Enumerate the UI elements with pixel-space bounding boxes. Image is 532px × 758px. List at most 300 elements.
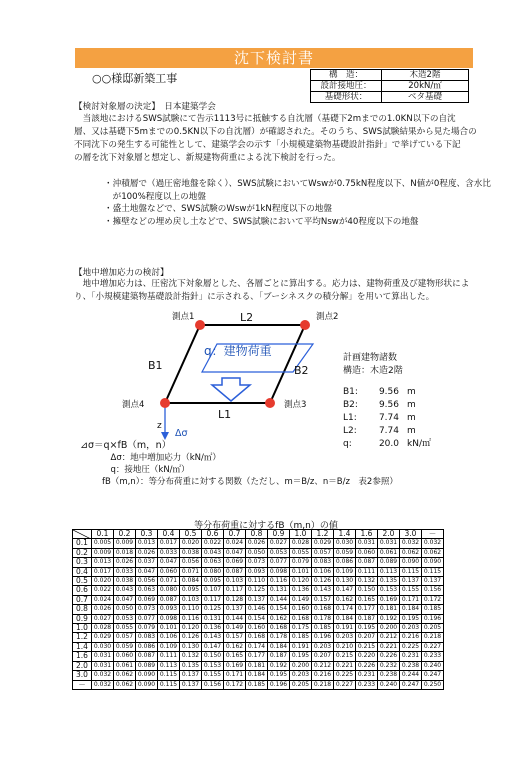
table-cell: 0.225	[334, 671, 356, 680]
table-cell: 0.126	[180, 633, 202, 642]
table-cell: 0.181	[246, 661, 268, 670]
table-cell: 0.047	[224, 548, 246, 557]
table-cell: 0.226	[378, 652, 400, 661]
table-cell: 0.053	[114, 614, 136, 623]
table-cell: 0.162	[334, 595, 356, 604]
table-cell: 0.137	[180, 671, 202, 680]
table-cell: 0.212	[312, 661, 334, 670]
table-cell: 0.115	[158, 671, 180, 680]
plan-dim-value: 20.0	[378, 439, 399, 449]
table-cell: 0.116	[268, 577, 290, 586]
table-row	[73, 642, 444, 651]
table-cell: 0.009	[114, 539, 136, 548]
table-row	[73, 671, 444, 680]
row-header: 2.0	[73, 661, 92, 670]
table-cell: 0.031	[92, 661, 114, 670]
table-cell: 0.231	[400, 652, 422, 661]
plan-dim-row	[343, 386, 431, 399]
table-body	[73, 539, 444, 690]
table-cell: 0.077	[136, 614, 158, 623]
table-cell: 0.106	[312, 567, 334, 576]
table-cell: 0.026	[114, 558, 136, 567]
table-cell: 0.125	[246, 586, 268, 595]
row-header: 0.3	[73, 558, 92, 567]
table-cell: 0.026	[136, 548, 158, 557]
plan-dim-key: L2:	[343, 426, 357, 436]
list-item: ・擁壁などの埋め戻し土などで、SWS試験において平均Nswが40程度以下の地盤	[104, 216, 419, 227]
point-3-marker	[265, 398, 275, 408]
table-cell: 0.196	[422, 614, 444, 623]
table-cell: 0.184	[334, 614, 356, 623]
row-header: 1.4	[73, 642, 92, 651]
load-label: q：建物荷重	[204, 344, 272, 358]
table-cell: 0.203	[400, 624, 422, 633]
table-cell: 0.207	[356, 633, 378, 642]
table-cell: 0.080	[202, 567, 224, 576]
table-cell: 0.073	[246, 558, 268, 567]
table-cell: 0.200	[290, 661, 312, 670]
table-cell: 0.177	[356, 605, 378, 614]
table-cell: 0.084	[180, 577, 202, 586]
plan-dim-row	[343, 425, 431, 438]
table-cell: 0.005	[92, 539, 114, 548]
formula-def: Δσ：地中増加応力（kN/㎡）	[102, 453, 221, 463]
table-cell: 0.061	[114, 661, 136, 670]
row-header: 0.9	[73, 614, 92, 623]
column-header: 0.8	[246, 530, 268, 539]
table-cell: 0.117	[202, 595, 224, 604]
table-cell: 0.032	[92, 671, 114, 680]
table-cell: 0.187	[268, 652, 290, 661]
table-cell: 0.240	[422, 661, 444, 670]
table-cell: 0.203	[334, 633, 356, 642]
table-cell: 0.184	[268, 642, 290, 651]
table-cell: 0.136	[202, 624, 224, 633]
paragraph-line: 当該地におけるSWS試験にて告示1113号に抵触する自沈層（基礎下2mまでの1.0KN以下の自沈	[74, 114, 456, 124]
row-header: 1.6	[73, 652, 92, 661]
table-cell: 0.250	[422, 680, 444, 689]
column-header: 0.9	[268, 530, 290, 539]
table-cell: 0.168	[290, 614, 312, 623]
table-cell: 0.157	[224, 633, 246, 642]
table-cell: 0.095	[202, 577, 224, 586]
table-cell: 0.106	[158, 633, 180, 642]
plan-dim-unit: m	[407, 413, 416, 423]
table-cell: 0.154	[268, 605, 290, 614]
table-cell: 0.162	[268, 614, 290, 623]
table-cell: 0.024	[92, 595, 114, 604]
table-cell: 0.172	[422, 595, 444, 604]
formula-def: fB（m,n）：等分布荷重に対する関数（ただし、m＝B/z、n＝B/z 表2参照）	[102, 477, 398, 487]
table-cell: 0.038	[180, 548, 202, 557]
table-cell: 0.029	[92, 633, 114, 642]
list-item: ・沖積層で（過圧密地盤を除く）、SWS試験においてWswが0.75kN程度以下、N値が0程度、含水比	[104, 179, 491, 189]
table-cell: 0.028	[92, 624, 114, 633]
table-cell: 0.147	[202, 642, 224, 651]
table-cell: 0.018	[114, 548, 136, 557]
spec-value: 木造2階	[382, 70, 469, 81]
table-cell: 0.031	[378, 539, 400, 548]
table-cell: 0.098	[268, 567, 290, 576]
table-cell: 0.144	[268, 595, 290, 604]
project-name: ○○様邸新築工事	[92, 72, 178, 85]
table-cell: 0.192	[268, 661, 290, 670]
table-cell: 0.210	[334, 642, 356, 651]
fb-table	[72, 529, 444, 690]
table-row	[73, 539, 444, 548]
plan-dim-key: L1:	[343, 413, 357, 423]
row-header: 0.2	[73, 548, 92, 557]
column-header: 3.0	[400, 530, 422, 539]
row-header: 3.0	[73, 671, 92, 680]
table-cell: 0.033	[114, 567, 136, 576]
table-cell: 0.013	[136, 539, 158, 548]
table-row	[73, 605, 444, 614]
table-row	[73, 624, 444, 633]
table-cell: 0.156	[202, 680, 224, 689]
table-cell: 0.146	[246, 605, 268, 614]
table-cell: 0.107	[202, 586, 224, 595]
table-cell: 0.171	[400, 595, 422, 604]
table-cell: 0.205	[290, 680, 312, 689]
plan-specs	[343, 352, 431, 451]
table-cell: 0.053	[268, 548, 290, 557]
table-cell: 0.087	[158, 595, 180, 604]
table-cell: 0.238	[400, 661, 422, 670]
table-row	[73, 577, 444, 586]
paragraph-line: 地中増加応力は、圧密沈下対象層とした、各層ごとに算出する。応力は、建物荷重及び建物形状によ	[74, 279, 470, 289]
row-header: －	[73, 680, 92, 689]
table-cell: 0.144	[224, 614, 246, 623]
table-cell: 0.055	[290, 548, 312, 557]
column-header: －	[422, 530, 444, 539]
table-cell: 0.195	[290, 652, 312, 661]
table-cell: 0.090	[136, 680, 158, 689]
table-cell: 0.110	[246, 577, 268, 586]
table-cell: 0.103	[224, 577, 246, 586]
table-header-row	[73, 530, 444, 539]
table-cell: 0.149	[224, 624, 246, 633]
column-header: 0.6	[202, 530, 224, 539]
table-cell: 0.110	[180, 605, 202, 614]
table-cell: 0.111	[356, 567, 378, 576]
table-cell: 0.069	[136, 595, 158, 604]
corner-diagonal	[73, 530, 91, 539]
table-cell: 0.057	[312, 548, 334, 557]
table-cell: 0.050	[114, 605, 136, 614]
table-cell: 0.017	[158, 539, 180, 548]
plan-dim-value: 9.56	[378, 400, 399, 410]
formula-def: q：接地圧（kN/㎡）	[102, 465, 190, 475]
table-cell: 0.089	[136, 661, 158, 670]
column-header: 0.2	[114, 530, 136, 539]
table-cell: 0.031	[92, 652, 114, 661]
table-cell: 0.195	[356, 624, 378, 633]
table-cell: 0.137	[400, 577, 422, 586]
section-title-stress: 【地中増加応力の検討】	[74, 268, 169, 278]
paragraph-line: り、「小規模建築物基礎設計指針」に示される、「ブーシネスクの積分解」を用いて算出した。	[74, 292, 435, 302]
table-cell: 0.101	[158, 624, 180, 633]
table-cell: 0.132	[180, 652, 202, 661]
table-cell: 0.160	[246, 624, 268, 633]
table-cell: 0.130	[180, 642, 202, 651]
table-cell: 0.185	[246, 680, 268, 689]
plan-dim-unit: kN/㎡	[407, 439, 431, 449]
table-cell: 0.150	[202, 652, 224, 661]
table-cell: 0.153	[378, 586, 400, 595]
table-cell: 0.113	[378, 567, 400, 576]
table-cell: 0.113	[158, 661, 180, 670]
table-cell: 0.047	[158, 558, 180, 567]
column-header: 1.4	[334, 530, 356, 539]
depth-arrow-icon	[161, 432, 169, 440]
dimension-L2: L2	[240, 311, 254, 324]
table-cell: 0.060	[114, 652, 136, 661]
table-cell: 0.149	[290, 595, 312, 604]
table-cell: 0.115	[158, 680, 180, 689]
table-cell: 0.220	[356, 652, 378, 661]
table-cell: 0.191	[334, 624, 356, 633]
row-header: 0.7	[73, 595, 92, 604]
table-cell: 0.165	[356, 595, 378, 604]
plan-dim-key: B2:	[343, 400, 358, 410]
table-cell: 0.244	[400, 671, 422, 680]
table-cell: 0.101	[290, 567, 312, 576]
spec-label: 基礎形状：	[311, 92, 382, 103]
plan-dim-key: q:	[343, 439, 352, 449]
table-cell: 0.071	[158, 577, 180, 586]
table-cell: 0.175	[290, 624, 312, 633]
table-cell: 0.177	[246, 652, 268, 661]
table-cell: 0.062	[114, 671, 136, 680]
table-cell: 0.135	[378, 577, 400, 586]
table-cell: 0.087	[136, 652, 158, 661]
list-item: が100%程度以上の地盤	[104, 191, 206, 202]
table-cell: 0.031	[356, 539, 378, 548]
column-header: 0.3	[136, 530, 158, 539]
table-cell: 0.168	[246, 633, 268, 642]
table-cell: 0.128	[224, 595, 246, 604]
table-cell: 0.136	[290, 586, 312, 595]
table-cell: 0.172	[224, 680, 246, 689]
column-header: 1.2	[312, 530, 334, 539]
table-cell: 0.027	[92, 614, 114, 623]
table-cell: 0.137	[422, 577, 444, 586]
paragraph-line: 層、又は基礎下5mまでの0.5KN以下の自沈層）が確認された。そのうち、SWS試験結果から見た場合の	[74, 127, 477, 137]
table-cell: 0.087	[224, 567, 246, 576]
table-cell: 0.059	[114, 642, 136, 651]
table-cell: 0.221	[378, 642, 400, 651]
plan-dim-unit: m	[407, 400, 416, 410]
table-row	[73, 567, 444, 576]
table-cell: 0.109	[334, 567, 356, 576]
plan-dim-value: 7.74	[378, 413, 399, 423]
table-cell: 0.061	[378, 548, 400, 557]
table-cell: 0.226	[356, 661, 378, 670]
table-cell: 0.063	[202, 558, 224, 567]
column-header: 0.1	[92, 530, 114, 539]
table-cell: 0.077	[268, 558, 290, 567]
table-cell: 0.200	[378, 624, 400, 633]
table-cell: 0.196	[268, 680, 290, 689]
table-row	[73, 558, 444, 567]
table-cell: 0.184	[246, 671, 268, 680]
table-cell: 0.115	[400, 567, 422, 576]
table-cell: 0.095	[180, 586, 202, 595]
table-cell: 0.169	[378, 595, 400, 604]
table-cell: 0.030	[92, 642, 114, 651]
table-cell: 0.184	[400, 605, 422, 614]
plan-dim-value: 9.56	[378, 387, 399, 397]
table-cell: 0.218	[312, 680, 334, 689]
table-cell: 0.207	[312, 652, 334, 661]
spec-value: ベタ基礎	[382, 92, 469, 103]
table-row	[73, 680, 444, 689]
table-cell: 0.156	[422, 586, 444, 595]
depth-label: z	[157, 421, 162, 431]
table-cell: 0.071	[180, 567, 202, 576]
table-cell: 0.155	[202, 671, 224, 680]
dimension-B1: B1	[148, 359, 163, 372]
table-cell: 0.196	[312, 633, 334, 642]
table-cell: 0.017	[92, 567, 114, 576]
point-1-label: 測点1	[172, 312, 195, 322]
table-cell: 0.043	[114, 586, 136, 595]
table-cell: 0.203	[290, 671, 312, 680]
table-cell: 0.032	[92, 680, 114, 689]
table-cell: 0.126	[312, 577, 334, 586]
table-cell: 0.178	[268, 633, 290, 642]
table-cell: 0.090	[422, 558, 444, 567]
table-cell: 0.130	[334, 577, 356, 586]
dimension-L1: L1	[218, 408, 232, 421]
table-cell: 0.050	[246, 548, 268, 557]
point-1-marker	[195, 320, 205, 330]
point-4-marker	[160, 398, 170, 408]
table-cell: 0.155	[400, 586, 422, 595]
table-cell: 0.079	[290, 558, 312, 567]
table-cell: 0.083	[312, 558, 334, 567]
formula-block	[80, 440, 398, 488]
table-cell: 0.055	[114, 624, 136, 633]
dimension-B2: B2	[294, 364, 309, 377]
table-cell: 0.047	[114, 595, 136, 604]
table-cell: 0.098	[158, 614, 180, 623]
row-header: 0.8	[73, 605, 92, 614]
table-cell: 0.154	[246, 614, 268, 623]
table-cell: 0.024	[224, 539, 246, 548]
table-cell: 0.216	[400, 633, 422, 642]
table-cell: 0.060	[158, 567, 180, 576]
table-cell: 0.043	[202, 548, 224, 557]
table-cell: 0.147	[334, 586, 356, 595]
table-cell: 0.169	[224, 661, 246, 670]
column-header: 2.0	[378, 530, 400, 539]
table-cell: 0.143	[312, 586, 334, 595]
table-cell: 0.195	[400, 614, 422, 623]
table-cell: 0.187	[356, 614, 378, 623]
column-header: 0.5	[180, 530, 202, 539]
table-cell: 0.185	[422, 605, 444, 614]
point-4-label: 測点4	[122, 400, 145, 410]
table-cell: 0.083	[136, 633, 158, 642]
table-cell: 0.195	[268, 671, 290, 680]
table-cell: 0.089	[378, 558, 400, 567]
table-cell: 0.174	[246, 642, 268, 651]
table-cell: 0.240	[378, 680, 400, 689]
plan-structure: 構造：木造2階	[343, 366, 403, 376]
table-cell: 0.171	[224, 671, 246, 680]
table-row	[73, 548, 444, 557]
spec-label: 構 造：	[311, 70, 382, 81]
table-cell: 0.073	[136, 605, 158, 614]
table-cell: 0.120	[290, 577, 312, 586]
table-cell: 0.079	[136, 624, 158, 633]
column-header: 0.7	[224, 530, 246, 539]
table-cell: 0.080	[158, 586, 180, 595]
table-cell: 0.028	[290, 539, 312, 548]
table-cell: 0.117	[224, 586, 246, 595]
table-cell: 0.153	[202, 661, 224, 670]
table-cell: 0.093	[158, 605, 180, 614]
table-cell: 0.137	[246, 595, 268, 604]
plan-dim-unit: m	[407, 387, 416, 397]
column-header: 0.4	[158, 530, 180, 539]
table-cell: 0.132	[356, 577, 378, 586]
plan-dim-value: 7.74	[378, 426, 399, 436]
row-header: 0.5	[73, 577, 92, 586]
table-cell: 0.225	[400, 642, 422, 651]
table-cell: 0.109	[158, 642, 180, 651]
table-cell: 0.037	[136, 558, 158, 567]
point-2-marker	[300, 320, 310, 330]
table-cell: 0.227	[334, 680, 356, 689]
table-cell: 0.218	[422, 633, 444, 642]
table-cell: 0.185	[290, 633, 312, 642]
table-cell: 0.022	[202, 539, 224, 548]
table-cell: 0.013	[92, 558, 114, 567]
table-cell: 0.032	[422, 539, 444, 548]
table-cell: 0.162	[224, 642, 246, 651]
formula-main: ⊿σ＝q×fB（m，n）	[80, 440, 172, 451]
table-cell: 0.174	[334, 605, 356, 614]
table-cell: 0.212	[378, 633, 400, 642]
table-cell: 0.215	[334, 652, 356, 661]
table-cell: 0.093	[246, 567, 268, 576]
table-cell: 0.057	[114, 633, 136, 642]
table-cell: 0.125	[202, 605, 224, 614]
table-cell: 0.090	[400, 558, 422, 567]
row-header: 0.6	[73, 586, 92, 595]
table-cell: 0.160	[290, 605, 312, 614]
plan-dim-row	[343, 412, 431, 425]
table-row	[73, 586, 444, 595]
table-cell: 0.137	[224, 605, 246, 614]
table-cell: 0.111	[158, 652, 180, 661]
table-cell: 0.029	[312, 539, 334, 548]
table-row	[73, 614, 444, 623]
table-cell: 0.192	[378, 614, 400, 623]
plan-dim-row	[343, 399, 431, 412]
table-cell: 0.205	[422, 624, 444, 633]
spec-value: 20kN/㎡	[382, 81, 469, 92]
table-cell: 0.027	[268, 539, 290, 548]
table-cell: 0.215	[356, 642, 378, 651]
table-cell: 0.178	[312, 614, 334, 623]
table-cell: 0.231	[356, 671, 378, 680]
row-header: 0.1	[73, 539, 92, 548]
table-cell: 0.165	[224, 652, 246, 661]
